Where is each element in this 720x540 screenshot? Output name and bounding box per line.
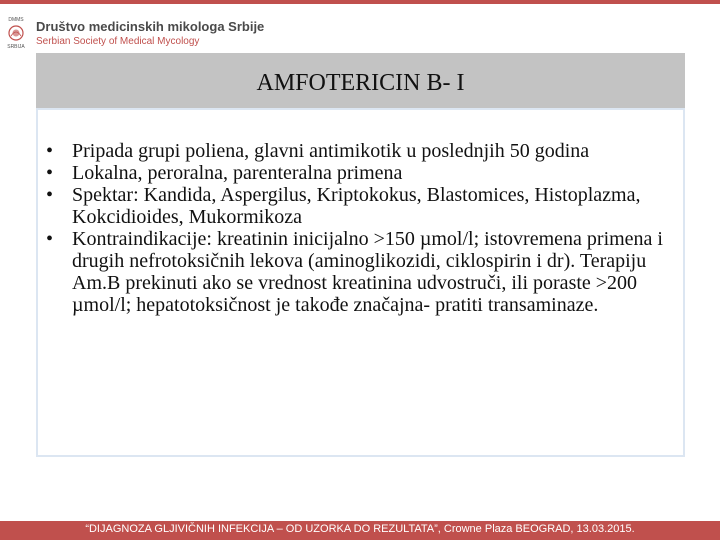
bullet-text: Spektar: Kandida, Aspergilus, Kriptokokus, Blastomices, Histoplazma, Kokcidioides, Mukormikoza — [72, 184, 641, 228]
logo-emblem-icon — [7, 24, 25, 42]
society-logo — [4, 17, 28, 49]
bullet-item — [46, 228, 682, 316]
bullet-icon: • — [46, 140, 54, 162]
bullet-item — [46, 184, 682, 228]
organization-subtitle: Serbian Society of Medical Mycology — [36, 36, 200, 47]
bullet-icon: • — [46, 228, 54, 250]
footer-text: “DIJAGNOZA GLJIVIČNIH INFEKCIJA – OD UZORKA DO REZULTATA”, Crowne Plaza BEOGRAD, 13.03.2015. — [85, 523, 635, 535]
bullet-item — [46, 162, 682, 184]
top-accent-bar — [0, 0, 720, 4]
bullet-text: Kontraindikacije: kreatinin inicijalno >150 µmol/l; istovremena primena i drugih nefrotoksičnih lekova (aminoglikozidi, ciklospirin i dr). Terapiju Am.B prekinuti ako se vrednost kreatinina udvostruči, ili poraste >200 µmol/l; hepatotoksičnost je takođe značajna- pratiti transaminaze. — [72, 228, 663, 316]
slide-title: AMFOTERICIN B- I — [256, 70, 465, 96]
bullet-icon: • — [46, 162, 54, 184]
bullet-list — [46, 140, 682, 316]
bullet-icon: • — [46, 184, 54, 206]
logo-bottom-text: SRBIJA — [7, 44, 25, 50]
organization-name: Društvo medicinskih mikologa Srbije — [36, 19, 265, 34]
logo-top-text: DMMS — [8, 17, 24, 23]
content-box — [36, 108, 685, 457]
bullet-text: Lokalna, peroralna, parenteralna primena — [72, 162, 403, 184]
bullet-text: Pripada grupi poliena, glavni antimikotik u poslednjih 50 godina — [72, 140, 590, 162]
bullet-item — [46, 140, 682, 162]
